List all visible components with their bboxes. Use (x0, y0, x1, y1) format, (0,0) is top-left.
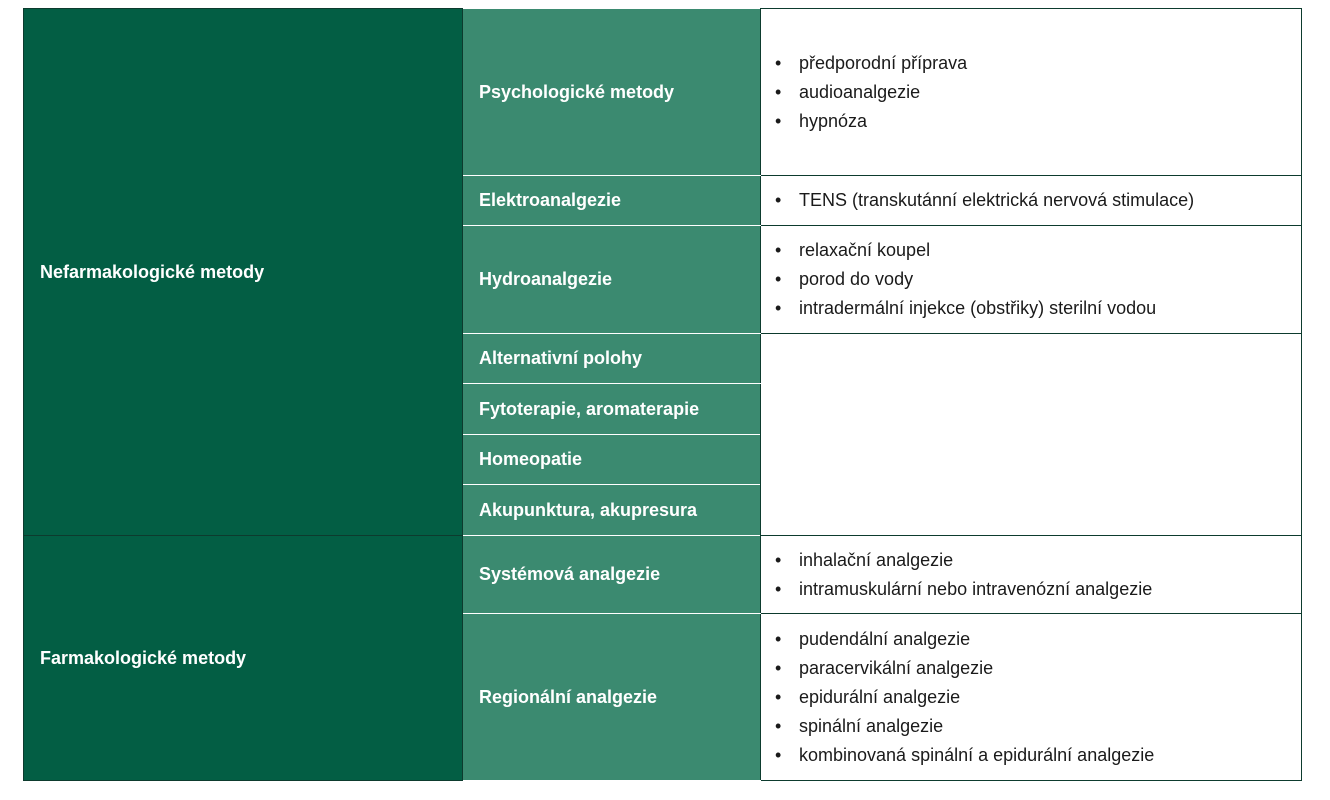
bullet-list (775, 236, 1301, 323)
bullet-list (775, 49, 1301, 136)
method-phytotherapy-aromatherapy: Fytoterapie, aromaterapie (463, 384, 761, 435)
method-hydroanalgesia: Hydroanalgezie (463, 226, 761, 334)
list-item: • spinální analgezie (775, 712, 1301, 741)
method-items-electroanalgesia (761, 176, 1302, 226)
method-homeopathy: Homeopatie (463, 435, 761, 485)
method-electroanalgesia: Elektroanalgezie (463, 176, 761, 226)
bullet-list (775, 546, 1301, 604)
list-item: • intradermální injekce (obstřiky) sterilní vodou (775, 294, 1301, 323)
list-item: • hypnóza (775, 107, 1301, 136)
method-items-empty (761, 334, 1302, 536)
method-alternative-positions: Alternativní polohy (463, 334, 761, 384)
category-pharmacological: Farmakologické metody (24, 536, 463, 781)
list-item: • intramuskulární nebo intravenózní analgezie (775, 575, 1301, 604)
list-item: • kombinovaná spinální a epidurální analgezie (775, 741, 1301, 770)
list-item: • audioanalgezie (775, 78, 1301, 107)
bullet-list (775, 186, 1301, 215)
list-item: • relaxační koupel (775, 236, 1301, 265)
table-row (24, 9, 1302, 176)
method-items-psychological (761, 9, 1302, 176)
method-items-hydroanalgesia (761, 226, 1302, 334)
list-item: • TENS (transkutánní elektrická nervová stimulace) (775, 186, 1301, 215)
list-item: • paracervikální analgezie (775, 654, 1301, 683)
category-nonpharmacological: Nefarmakologické metody (24, 9, 463, 536)
list-item: • předporodní příprava (775, 49, 1301, 78)
list-item: • porod do vody (775, 265, 1301, 294)
method-systemic-analgesia: Systémová analgezie (463, 536, 761, 614)
method-regional-analgesia: Regionální analgezie (463, 614, 761, 781)
list-item: • epidurální analgezie (775, 683, 1301, 712)
list-item: • inhalační analgezie (775, 546, 1301, 575)
method-items-regional (761, 614, 1302, 781)
analgesia-methods-table (23, 8, 1302, 781)
method-psychological: Psychologické metody (463, 9, 761, 176)
bullet-list (775, 625, 1301, 770)
method-acupuncture-acupressure: Akupunktura, akupresura (463, 485, 761, 536)
method-items-systemic (761, 536, 1302, 614)
table-row (24, 536, 1302, 614)
list-item: • pudendální analgezie (775, 625, 1301, 654)
